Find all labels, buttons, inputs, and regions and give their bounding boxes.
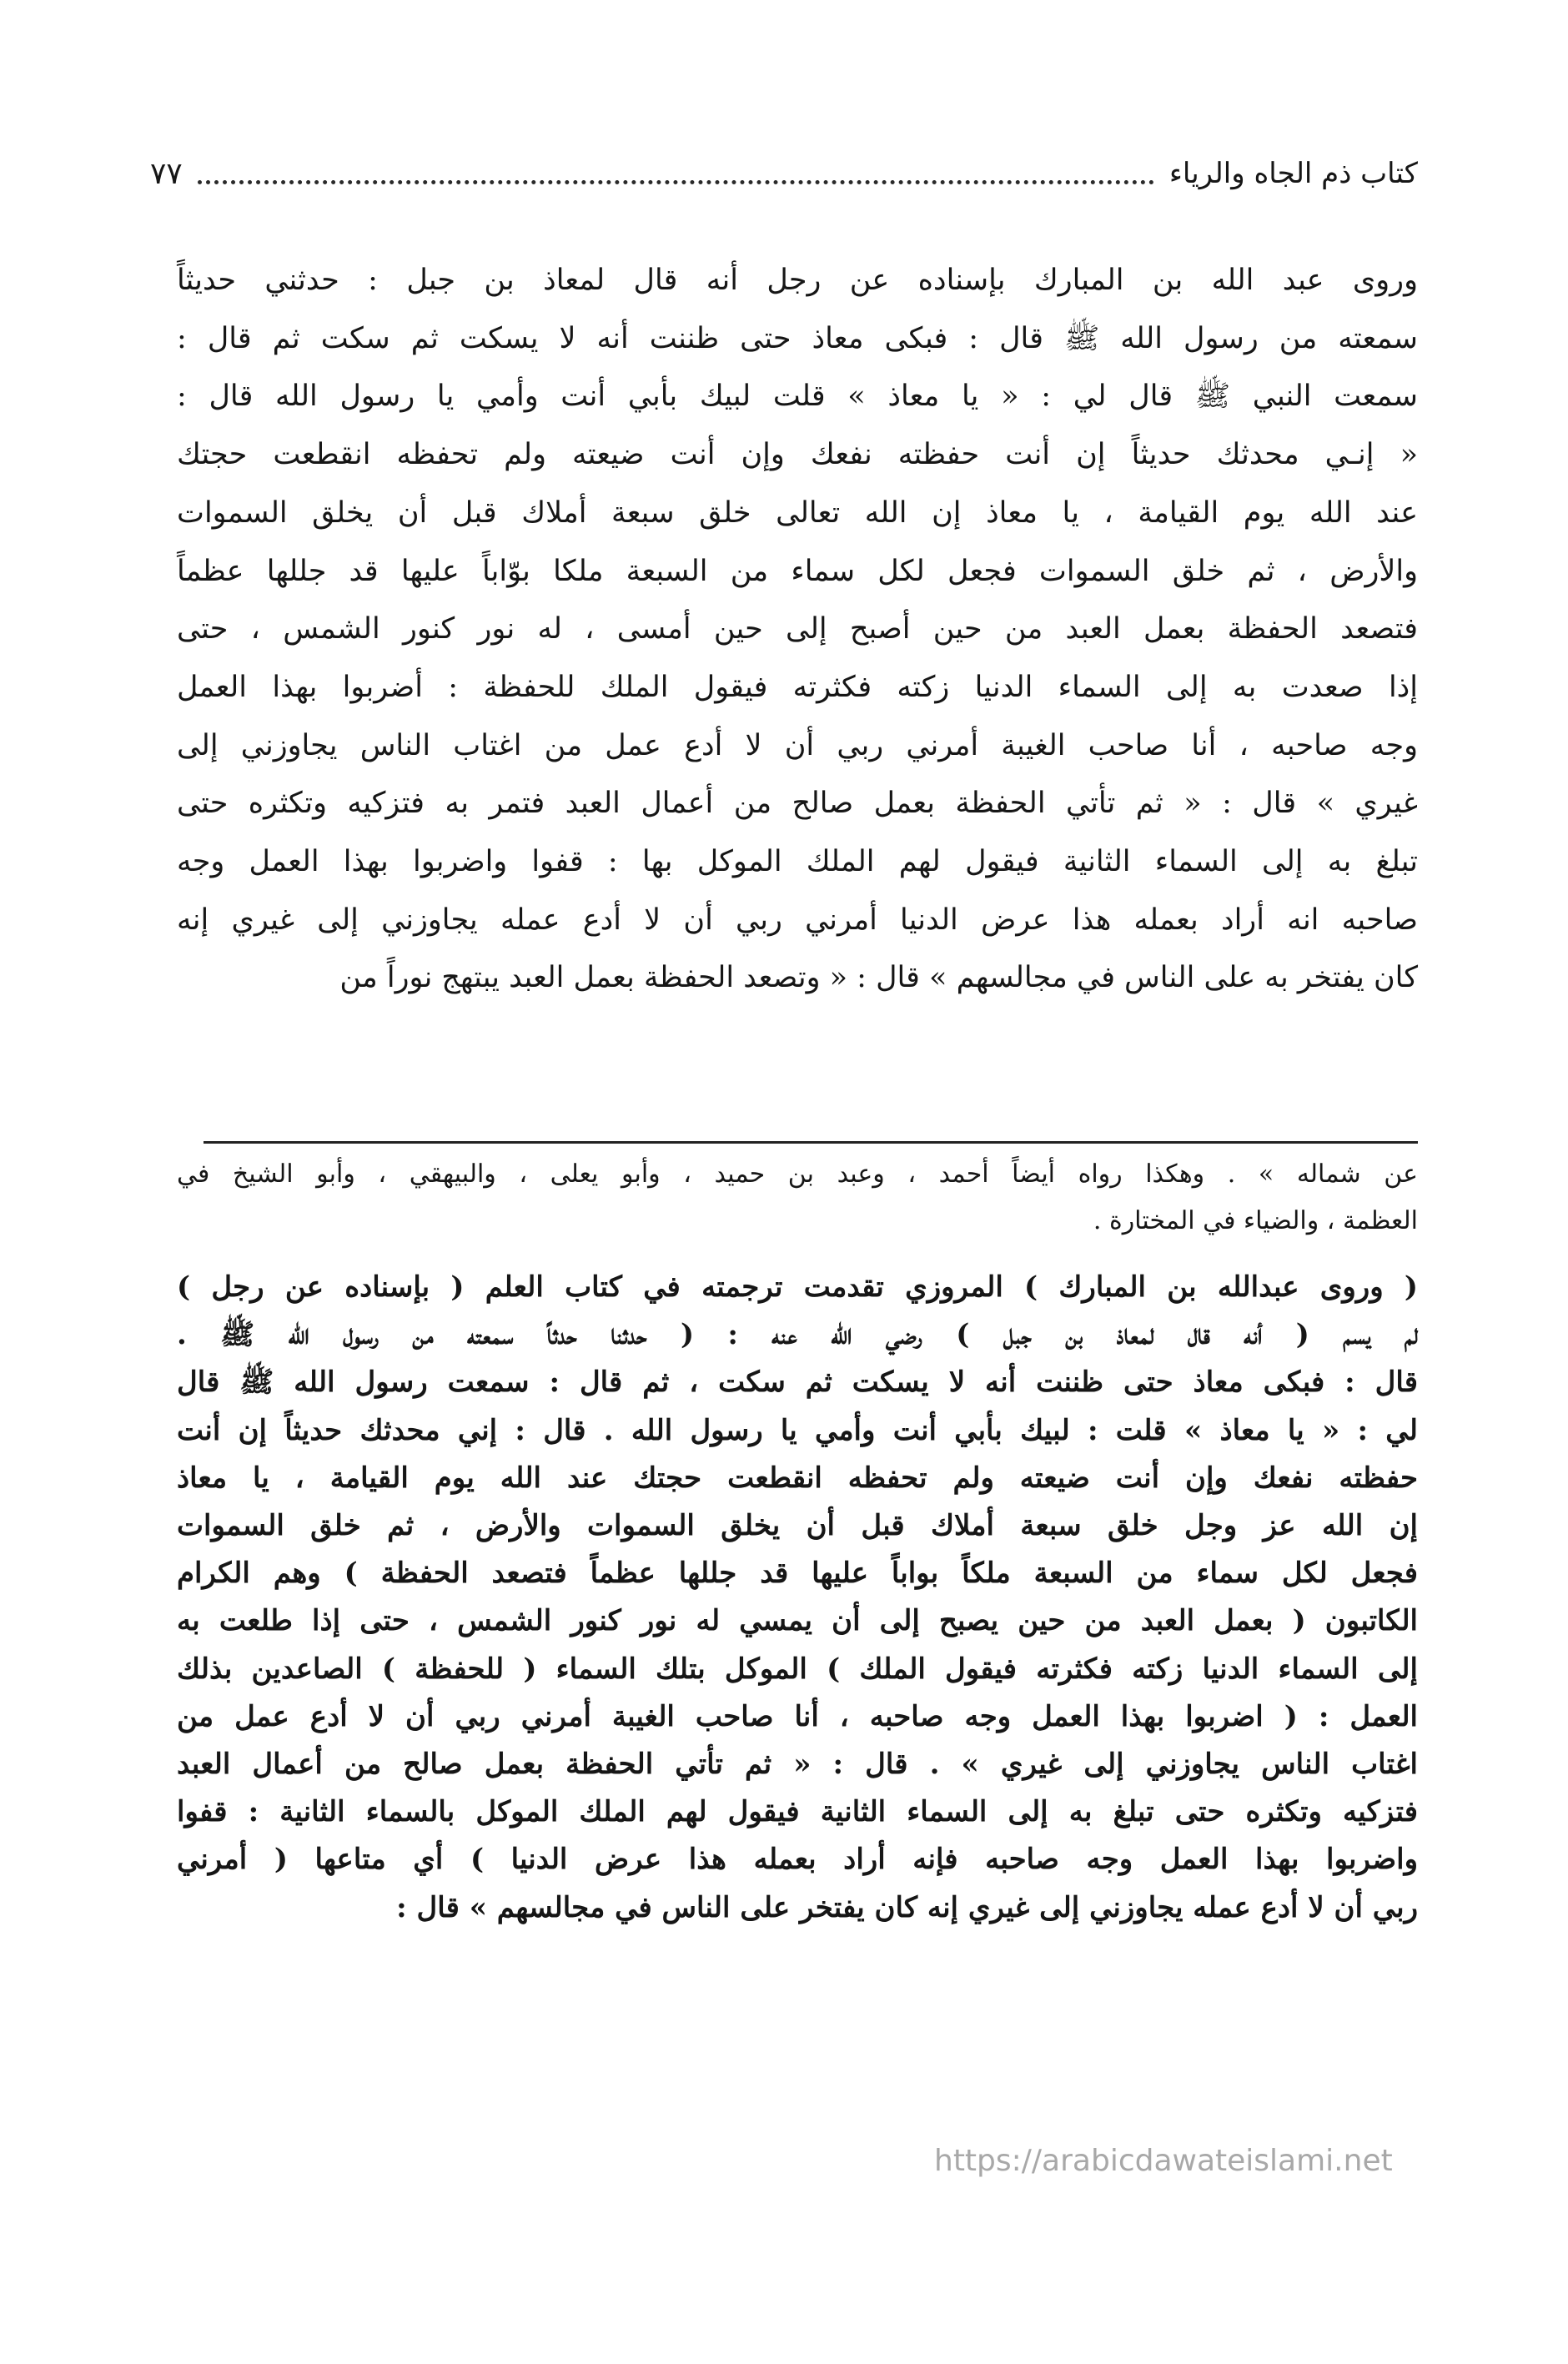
watermark-url: https://arabicdawateislami.net <box>934 2144 1393 2178</box>
commentary-line: العمل : ( اضربوا بهذا العمل وجه صاحبه ، أنا صاحب الغيبة أمرني ربي أن لا أدع عمل من <box>177 1699 1418 1733</box>
commentary-line: لم يسم ( أنه قال لمعاذ بن جبل ) رضي الله عنه : ( حدثنا حدثاً سمعته من رسول الله ﷺ . <box>177 1318 1418 1352</box>
main-text-line: وروى عبد الله بن المبارك بإسناده عن رجل أنه قال لمعاذ بن جبل : حدثني حديثاً <box>177 264 1418 297</box>
commentary <box>177 1264 1418 1932</box>
main-text-line: عند الله يوم القيامة ، يا معاذ إن الله تعالى خلق سبعة أملاك قبل أن يخلق السموات <box>177 495 1418 530</box>
commentary-line: ربي أن لا أدع عمله يجاوزني إلى غيري إنه كان يفتخر على الناس في مجالسهم » قال : <box>396 1890 1418 1924</box>
commentary-line: فتزكيه وتكثره حتى تبلغ به إلى السماء الثانية فيقول لهم الملك الموكل بالسماء الثانية : قفوا <box>177 1795 1418 1829</box>
commentary-line: الكاتبون ( بعمل العبد من حين يصبح إلى أن يمسي له نور كنور الشمس ، حتى إذا طلعت به <box>177 1604 1418 1638</box>
footnote <box>177 1151 1418 1245</box>
commentary-line: فجعل لكل سماء من السبعة ملكاً بواباً عليها قد جللها عظماً فتصعد الحفظة ) وهم الكرام <box>177 1557 1418 1591</box>
commentary-line: لي : « يا معاذ » قلت : لبيك بأبي أنت وأمي يا رسول الله . قال : إني محدثك حديثاً إن أنت <box>177 1413 1418 1447</box>
main-text-line: وجه صاحبه ، أنا صاحب الغيبة أمرني ربي أن لا أدع عمل من اغتاب الناس يجاوزني إلى <box>177 728 1418 762</box>
main-text-line: صاحبه انه أراد بعمله هذا عرض الدنيا أمرني ربي أن لا أدع عمله يجاوزني إلى غيري إنه <box>177 903 1418 937</box>
main-text-line: كان يفتخر به على الناس في مجالسهم » قال : « وتصعد الحفظة بعمل العبد يبتهج نوراً من <box>339 961 1418 995</box>
commentary-line: واضربوا بهذا العمل وجه صاحبه فإنه أراد بعمله هذا عرض الدنيا ) أي متاعها ( أمرني <box>177 1843 1418 1877</box>
main-text-line: والأرض ، ثم خلق السموات فجعل لكل سماء من السبعة ملكا بوّاباً عليها قد جللها عظماً <box>177 554 1418 588</box>
main-text-line: سمعت النبي ﷺ قال لي : « يا معاذ » قلت لبيك بأبي أنت وأمي يا رسول الله قال : <box>177 380 1418 414</box>
main-text-line: تبلغ به إلى السماء الثانية فيقول لهم الملك الموكل بها : قفوا واضربوا بهذا العمل وجه <box>177 845 1418 879</box>
footnote-line: العظمة ، والضياء في المختارة . <box>1093 1206 1418 1235</box>
commentary-line: اغتاب الناس يجاوزني إلى غيري » . قال : « ثم تأتي الحفظة بعمل صالح من أعمال العبد <box>177 1748 1418 1782</box>
commentary-line: حفظته نفعك وإن أنت ضيعته ولم تحفظه انقطعت حجتك عند الله يوم القيامة ، يا معاذ <box>177 1461 1418 1495</box>
commentary-line: إلى السماء الدنيا زكته فكثرته فيقول الملك ) الموكل بتلك السماء ( للحفظة ) الصاعدين بذلك <box>177 1652 1418 1686</box>
main-text <box>177 252 1418 1008</box>
commentary-line: قال : فبكى معاذ حتى ظننت أنه لا يسكت ثم سكت ، ثم قال : سمعت رسول الله ﷺ قال <box>177 1366 1418 1400</box>
page-number: ٧٧ <box>150 156 183 191</box>
main-text-line: إذا صعدت به إلى السماء الدنيا زكته فكثرته فيقول الملك للحفظة : أضربوا بهذا العمل <box>177 670 1418 704</box>
main-text-line: فتصعد الحفظة بعمل العبد من حين أصبح إلى حين أمسى ، له نور كنور الشمس ، حتى <box>177 612 1418 646</box>
main-text-line: « إنـي محدثك حديثاً إن أنت حفظته نفعك وإن أنت ضيعته ولم تحفظه انقطعت حجتك <box>177 438 1418 472</box>
footnote-line: عن شماله » . وهكذا رواه أيضاً أحمد ، وعبد بن حميد ، وأبو يعلى ، والبيهقي ، وأبو الشيخ في <box>177 1159 1418 1189</box>
main-text-line: غيري » قال : « ثم تأتي الحفظة بعمل صالح من أعمال العبد فتمر به فتزكيه وتكثره حتى <box>177 787 1418 821</box>
commentary-line: ( وروى عبدالله بن المبارك ) المروزي تقدمت ترجمته في كتاب العلم ( بإسناده عن رجل ) <box>177 1270 1418 1304</box>
running-title: كتاب ذم الجاه والرياء <box>1168 157 1418 190</box>
footnote-divider <box>204 1141 1418 1144</box>
running-header <box>150 148 1418 199</box>
main-text-line: سمعته من رسول الله ﷺ قال : فبكى معاذ حتى ظننت أنه لا يسكت ثم سكت ثم قال : <box>177 321 1418 355</box>
commentary-line: إن الله عز وجل خلق سبعة أملاك قبل أن يخلق السموات والأرض ، ثم خلق السموات <box>177 1509 1418 1543</box>
dotted-leader <box>198 180 1154 184</box>
